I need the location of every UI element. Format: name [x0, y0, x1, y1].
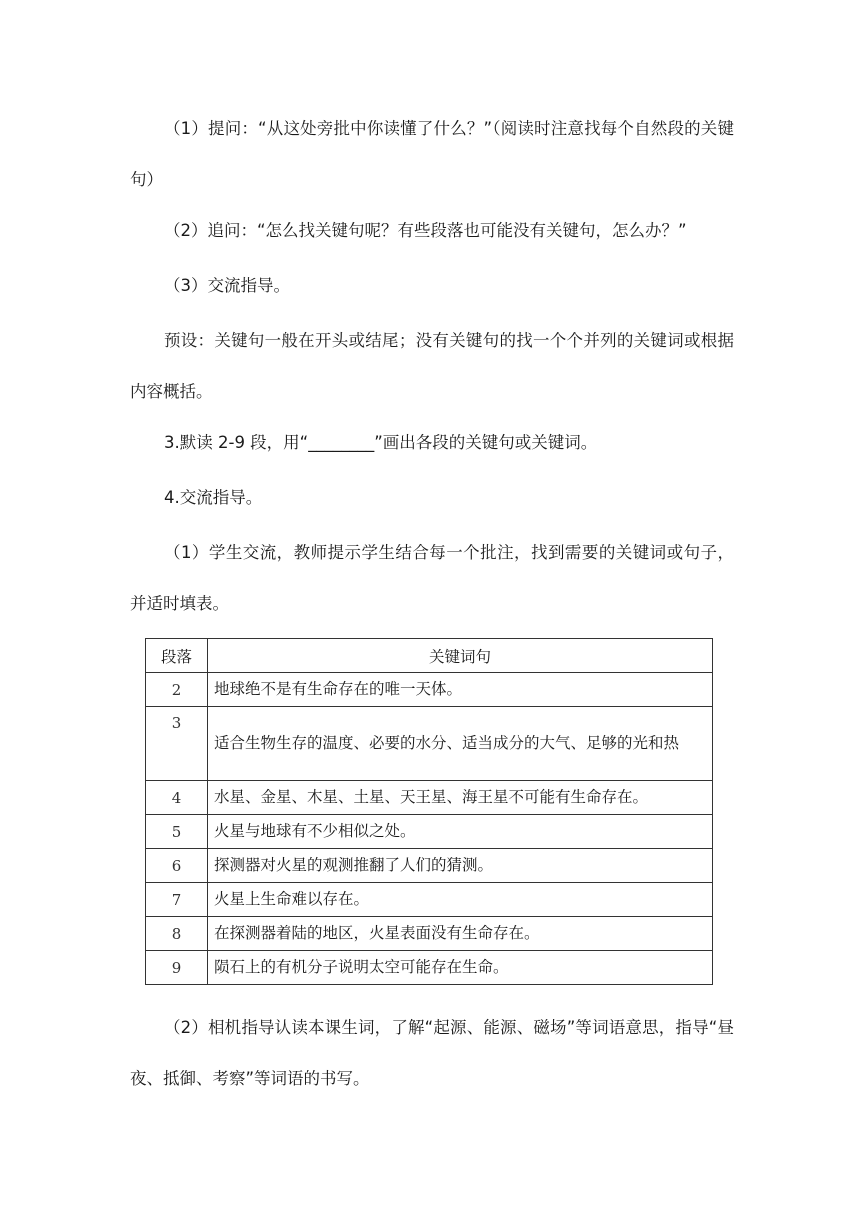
table-row: [146, 883, 713, 917]
table-row: [146, 951, 713, 985]
key-sentence: 火星与地球有不少相似之处。: [208, 815, 713, 849]
table-row: [146, 849, 713, 883]
key-sentence-table: [145, 638, 713, 985]
paragraph-step-3: 3.默读 2-9 段，用“________”画出各段的关键句或关键词。: [164, 433, 598, 452]
table-row: [146, 815, 713, 849]
paragraph-number: 7: [146, 883, 208, 917]
key-sentence: 地球绝不是有生命存在的唯一天体。: [208, 673, 713, 707]
paragraph-number: 9: [146, 951, 208, 985]
key-sentence: 陨石上的有机分子说明太空可能存在生命。: [208, 951, 713, 985]
key-sentence: 在探测器着陆的地区，火星表面没有生命存在。: [208, 917, 713, 951]
paragraph-number: 2: [146, 673, 208, 707]
table-row: [146, 673, 713, 707]
paragraph-student-exchange: （1）学生交流，教师提示学生结合每一个批注，找到需要的关键词或句子，并适时填表。: [130, 543, 734, 613]
table-row: [146, 781, 713, 815]
paragraph-number: 4: [146, 781, 208, 815]
key-sentence: 探测器对火星的观测推翻了人们的猜测。: [208, 849, 713, 883]
table-row: [146, 707, 713, 781]
paragraph-question: （1）提问：“从这处旁批中你读懂了什么？”（阅读时注意找每个自然段的关键句）: [130, 119, 734, 189]
table-header-row: [146, 639, 713, 673]
table-row: [146, 917, 713, 951]
paragraph-guidance: （3）交流指导。: [164, 276, 290, 295]
paragraph-number: 8: [146, 917, 208, 951]
paragraph-vocabulary: （2）相机指导认读本课生词，了解“起源、能源、磁场”等词语意思，指导“昼夜、抵御、考察”等词语的书写。: [130, 1018, 734, 1088]
header-key-sentence: 关键词句: [208, 639, 713, 673]
key-sentence: 水星、金星、木星、土星、天王星、海王星不可能有生命存在。: [208, 781, 713, 815]
key-sentence: 适合生物生存的温度、必要的水分、适当成分的大气、足够的光和热: [208, 707, 713, 781]
paragraph-number: 6: [146, 849, 208, 883]
header-paragraph: 段落: [146, 639, 208, 673]
paragraph-step-4: 4.交流指导。: [164, 488, 263, 507]
paragraph-follow-up: （2）追问：“怎么找关键句呢？有些段落也可能没有关键句，怎么办？”: [164, 221, 687, 240]
key-sentence: 火星上生命难以存在。: [208, 883, 713, 917]
paragraph-number: 3: [146, 707, 208, 781]
paragraph-preset: 预设：关键句一般在开头或结尾；没有关键句的找一个个并列的关键词或根据内容概括。: [130, 331, 734, 401]
paragraph-number: 5: [146, 815, 208, 849]
